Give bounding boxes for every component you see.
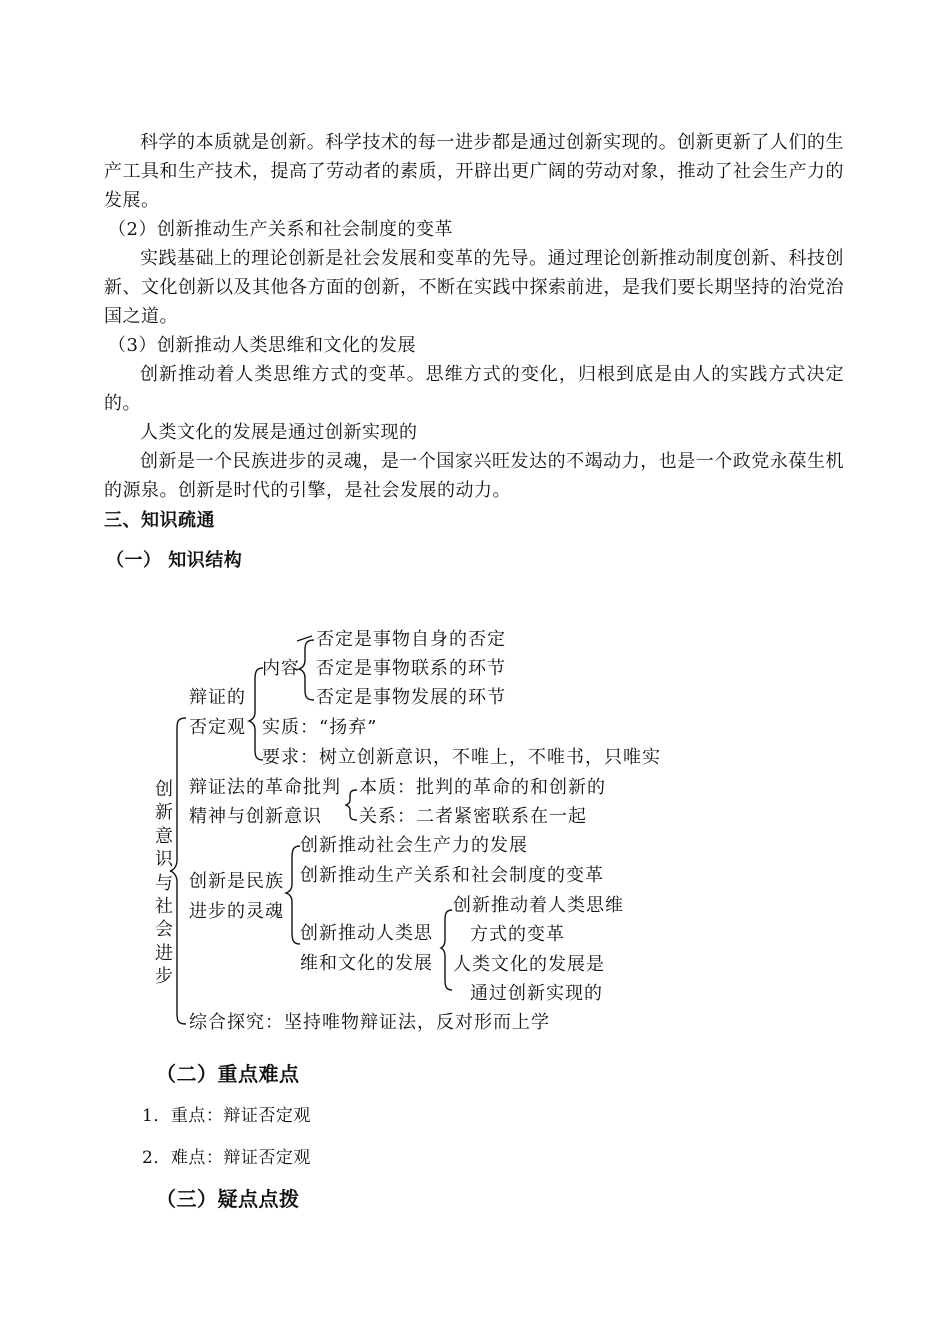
subsection-key-points: （二）重点难点	[156, 1062, 300, 1086]
diagram-b2-relation: 关系：二者紧密联系在一起	[359, 806, 587, 827]
diagram-b3-sub2-line2: 通过创新实现的	[470, 983, 603, 1004]
diagram-b2-line2: 精神与创新意识	[189, 806, 322, 827]
content-brace	[299, 640, 314, 700]
diagram-b3-sub1-line1: 创新推动着人类思维	[453, 895, 624, 916]
negation-brace	[249, 668, 263, 760]
subsection-knowledge-structure: （一） 知识结构	[106, 550, 243, 571]
diagram-content-3: 否定是事物发展的环节	[316, 687, 506, 708]
diagram-root: 创新意识与社会进步	[155, 779, 173, 988]
paragraph-nation-soul: 创新是一个民族进步的灵魂，是一个国家兴旺发达的不竭动力，也是一个政党永葆生机的源泉。创新是时代的引擎，是社会发展的动力。	[104, 451, 844, 501]
diagram-requirement: 要求：树立创新意识，不唯上，不唯书，只唯实	[262, 747, 661, 768]
diagram-b3-sub1-line2: 方式的变革	[470, 924, 565, 945]
diagram-b4: 综合探究：坚持唯物辩证法，反对形而上学	[189, 1012, 550, 1033]
diagram-b3-item1: 创新推动社会生产力的发展	[300, 835, 528, 856]
diagram-b3-line2: 进步的灵魂	[189, 901, 284, 922]
paragraph-culture-development: 人类文化的发展是通过创新实现的	[140, 422, 418, 443]
diagram-b2-essence: 本质：批判的革命的和创新的	[359, 777, 606, 798]
diagram-b3-sub2-line1: 人类文化的发展是	[453, 954, 605, 975]
diagram-content-2: 否定是事物联系的环节	[316, 658, 506, 679]
diagram-b3-item3-line2: 维和文化的发展	[300, 953, 433, 974]
diagram-b1-line2: 否定观	[189, 717, 246, 738]
key-point-1: 1．重点：辩证否定观	[142, 1106, 311, 1126]
thinking-culture-brace	[441, 910, 452, 990]
diagram-b1-line1: 辩证的	[189, 687, 246, 708]
paragraph-theory-innovation: 实践基础上的理论创新是社会发展和变革的先导。通过理论创新推动制度创新、科技创新、文化创新以及其他各方面的创新，不断在实践中探索前进，是我们要长期坚持的治党治国之道。	[104, 248, 844, 327]
diagram-content-1: 否定是事物自身的否定	[316, 629, 506, 650]
content-tick	[297, 636, 312, 641]
diagram-essence: 实质：“扬弃”	[262, 717, 378, 738]
critique-brace	[346, 790, 357, 820]
diagram-b3-item3-line1: 创新推动人类思	[300, 923, 433, 944]
paragraph-science-innovation: 科学的本质就是创新。科学技术的每一进步都是通过创新实现的。创新更新了人们的生产工具和生产技术，提高了劳动者的素质，开辟出更广阔的劳动对象，推动了社会生产力的发展。	[104, 132, 844, 211]
subsection-doubt-points: （三）疑点点拨	[156, 1187, 300, 1211]
section-heading-knowledge: 三、知识疏通	[104, 510, 215, 531]
soul-brace	[286, 846, 300, 944]
diagram-content-label: 内容	[262, 658, 300, 679]
key-point-2: 2．难点：辩证否定观	[142, 1148, 311, 1168]
diagram-b3-line1: 创新是民族	[189, 871, 284, 892]
subheading-production-relations: （2）创新推动生产关系和社会制度的变革	[108, 219, 453, 240]
subheading-thinking-culture: （3）创新推动人类思维和文化的发展	[108, 335, 416, 356]
paragraph-thinking-change: 创新推动着人类思维方式的变革。思维方式的变化，归根到底是由人的实践方式决定的。	[104, 364, 844, 414]
diagram-b2-line1: 辩证法的革命批判	[189, 777, 341, 798]
diagram-b3-item2: 创新推动生产关系和社会制度的变革	[300, 865, 604, 886]
